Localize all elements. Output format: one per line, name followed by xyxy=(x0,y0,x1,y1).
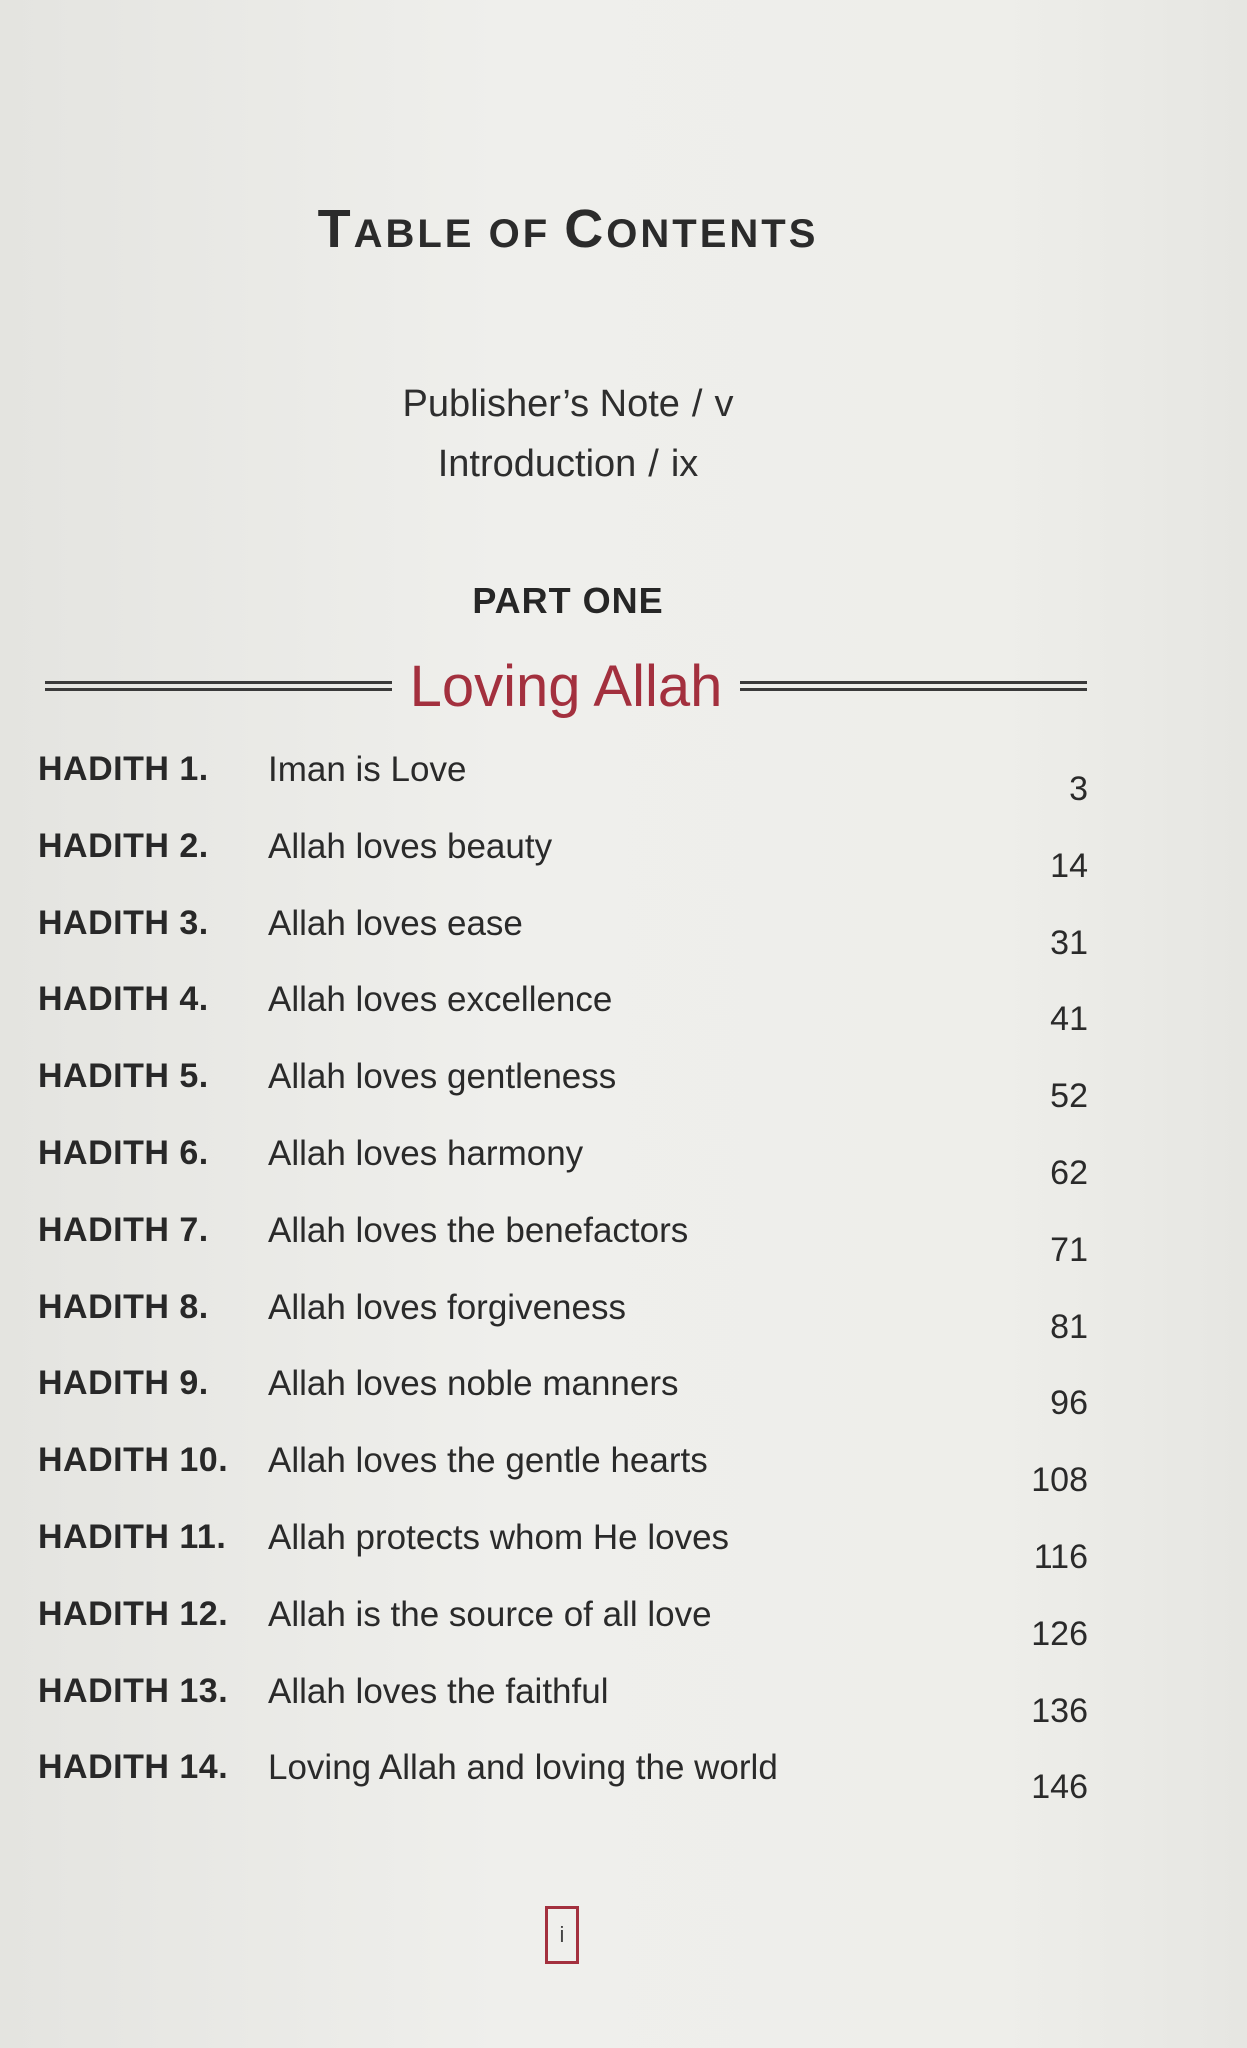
page-number: 31 xyxy=(1050,923,1088,962)
folio-page-number: i xyxy=(545,1906,579,1964)
page-number: 96 xyxy=(1050,1384,1088,1423)
toc-entry xyxy=(38,1672,1088,1749)
page-number: 52 xyxy=(1050,1077,1088,1116)
hadith-title: Allah loves the faithful xyxy=(268,1671,609,1711)
hadith-number: HADITH 3. xyxy=(38,903,209,942)
page-number: 71 xyxy=(1050,1230,1088,1269)
toc-entry xyxy=(38,1441,1088,1518)
front-matter-page: ix xyxy=(670,443,699,485)
hadith-number: HADITH 7. xyxy=(38,1210,209,1249)
page-number: 81 xyxy=(1050,1307,1088,1346)
page-title xyxy=(0,198,1136,260)
hadith-number: HADITH 13. xyxy=(38,1671,229,1710)
front-matter-introduction xyxy=(0,443,1136,486)
front-matter-page: v xyxy=(714,383,734,425)
part-banner xyxy=(45,648,1087,724)
toc-entry xyxy=(38,1748,1088,1825)
hadith-title: Loving Allah and loving the world xyxy=(268,1748,778,1788)
page-number: 126 xyxy=(1031,1614,1088,1653)
front-matter-label: Introduction xyxy=(437,443,637,485)
front-matter-separator: / xyxy=(648,443,659,485)
front-matter-separator: / xyxy=(691,383,703,425)
toc-entry xyxy=(38,1364,1088,1441)
page-number: 14 xyxy=(1050,846,1088,885)
part-title: Loving Allah xyxy=(409,653,723,719)
hadith-number: HADITH 6. xyxy=(38,1133,209,1172)
toc-entry xyxy=(38,1595,1088,1672)
banner-rule-left xyxy=(45,681,392,691)
hadith-number: HADITH 11. xyxy=(38,1517,227,1556)
title-smallcaps-1: ABLE OF xyxy=(353,212,565,256)
hadith-title: Allah loves excellence xyxy=(268,980,613,1020)
contents-list xyxy=(38,750,1088,1825)
toc-entry xyxy=(38,750,1088,827)
page-number: 41 xyxy=(1050,1000,1088,1039)
part-label: PART ONE xyxy=(472,580,664,621)
page-number: 136 xyxy=(1031,1691,1088,1730)
front-matter-publishers-note xyxy=(0,383,1136,426)
hadith-title: Iman is Love xyxy=(268,750,467,789)
hadith-number: HADITH 12. xyxy=(38,1594,229,1633)
hadith-title: Allah is the source of all love xyxy=(268,1594,712,1634)
title-initial-2: C xyxy=(564,199,607,259)
hadith-title: Allah loves the gentle hearts xyxy=(268,1441,708,1481)
hadith-title: Allah loves forgiveness xyxy=(268,1287,626,1327)
toc-entry xyxy=(38,1057,1088,1134)
hadith-number: HADITH 8. xyxy=(38,1287,209,1326)
hadith-number: HADITH 4. xyxy=(38,980,209,1019)
hadith-number: HADITH 2. xyxy=(38,826,209,865)
front-matter-label: Publisher’s Note xyxy=(402,383,680,425)
hadith-number: HADITH 9. xyxy=(38,1364,209,1403)
page-number: 108 xyxy=(1031,1461,1088,1500)
hadith-number: HADITH 5. xyxy=(38,1057,209,1096)
hadith-title: Allah loves noble manners xyxy=(268,1364,679,1404)
title-initial-1: T xyxy=(317,199,354,259)
page-number: 62 xyxy=(1050,1153,1088,1192)
hadith-title: Allah loves gentleness xyxy=(268,1057,617,1097)
banner-rule-right xyxy=(740,681,1087,691)
toc-entry xyxy=(38,904,1088,981)
hadith-title: Allah loves harmony xyxy=(268,1133,584,1173)
toc-entry xyxy=(38,1518,1088,1595)
toc-entry xyxy=(38,980,1088,1057)
hadith-number: HADITH 10. xyxy=(38,1441,229,1480)
hadith-title: Allah loves the benefactors xyxy=(268,1210,689,1250)
toc-entry xyxy=(38,1134,1088,1211)
hadith-title: Allah loves ease xyxy=(268,903,523,943)
hadith-title: Allah loves beauty xyxy=(268,826,553,866)
title-smallcaps-2: ONTENTS xyxy=(606,212,819,256)
page-number: 3 xyxy=(1069,770,1088,808)
hadith-number: HADITH 1. xyxy=(38,750,209,788)
hadith-number: HADITH 14. xyxy=(38,1748,229,1787)
hadith-title: Allah protects whom He loves xyxy=(268,1517,730,1557)
page-number: 146 xyxy=(1031,1768,1088,1807)
toc-entry xyxy=(38,1288,1088,1365)
toc-entry xyxy=(38,1211,1088,1288)
toc-entry xyxy=(38,827,1088,904)
page-number: 116 xyxy=(1033,1537,1088,1576)
